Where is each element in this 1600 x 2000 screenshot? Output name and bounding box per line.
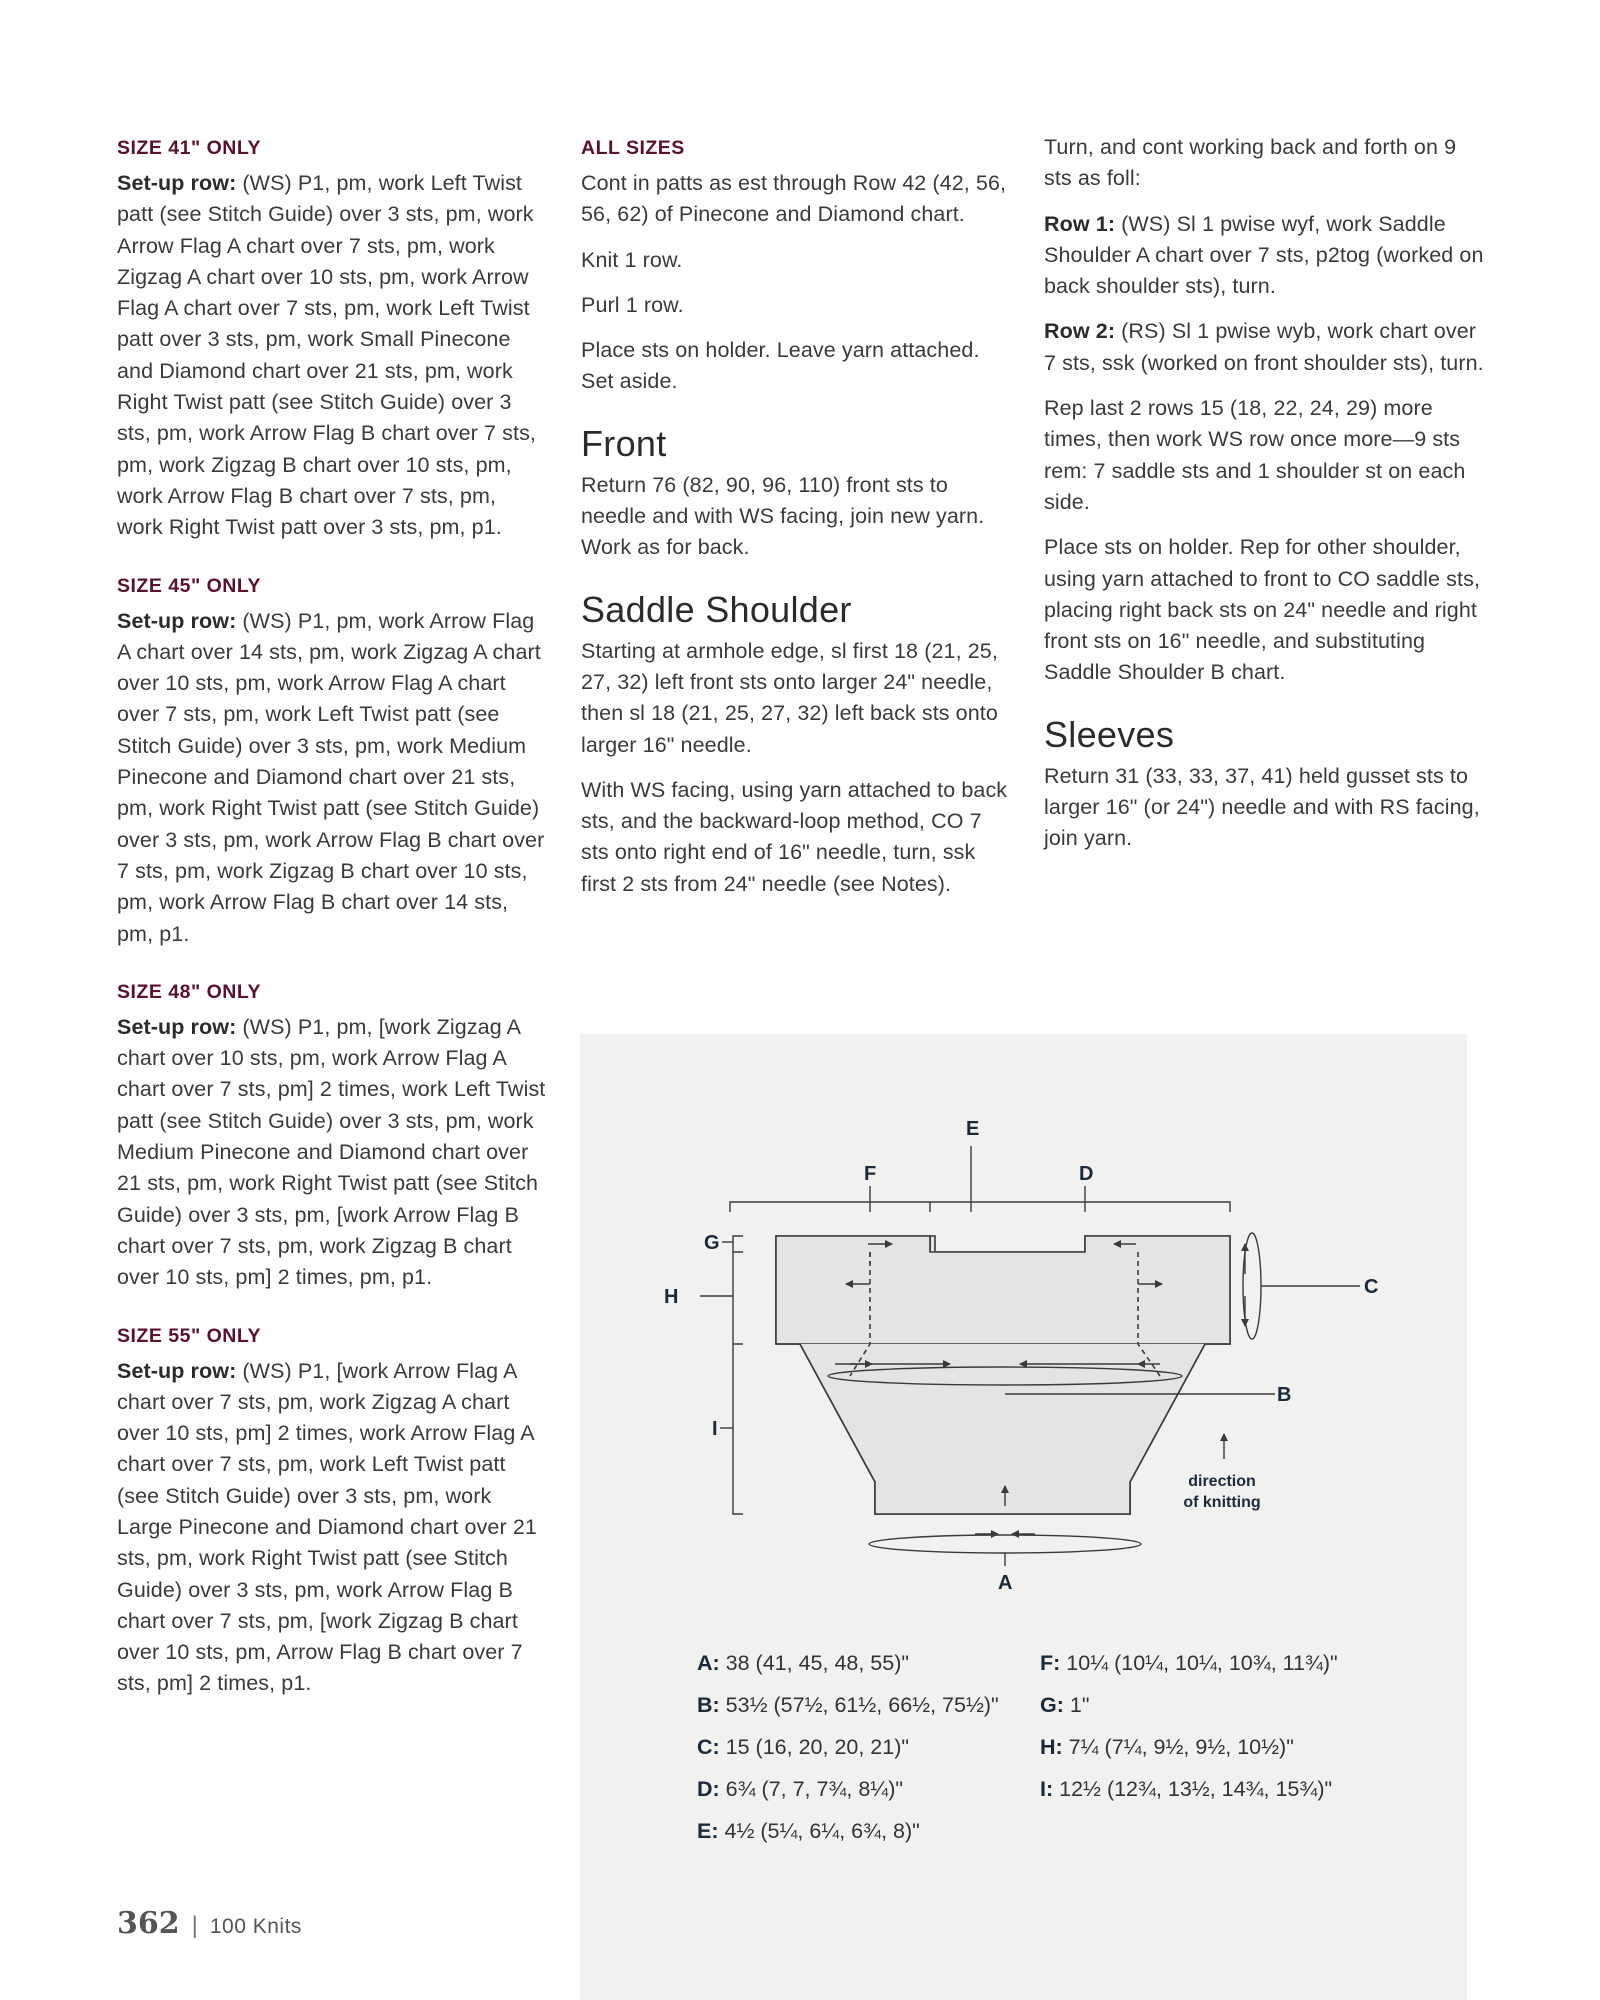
all-sizes-heading: ALL SIZES bbox=[581, 137, 685, 159]
all-sizes-p1: Cont in patts as est through Row 42 (42, 56, 56, 62) of Pinecone and Diamond chart. bbox=[581, 171, 1007, 227]
measurement-f bbox=[1040, 1642, 1338, 1684]
row-1-label: Row 1: bbox=[1044, 211, 1116, 236]
page-footer bbox=[117, 1906, 302, 1941]
measurement-a bbox=[697, 1642, 999, 1684]
measurement-key: F: bbox=[1040, 1651, 1061, 1675]
row-1-instructions bbox=[1044, 209, 1484, 303]
measurement-g bbox=[1040, 1684, 1338, 1726]
front-title: Front bbox=[581, 422, 667, 464]
dimension-top-bracket bbox=[730, 1202, 1230, 1212]
measurement-h bbox=[1040, 1726, 1338, 1768]
measurement-value: 4½ (5¼, 6¼, 6¾, 8)" bbox=[724, 1819, 920, 1843]
size-55-section bbox=[117, 1322, 547, 1700]
measurement-value: 6¾ (7, 7, 7¾, 8¼)" bbox=[725, 1777, 904, 1801]
label-g: G bbox=[704, 1232, 720, 1254]
size-41-section bbox=[117, 134, 547, 544]
size-41-text: (WS) P1, pm, work Left Twist patt (see Stitch Guide) over 3 sts, pm, work Arrow Flag A chart over 7 sts, pm, work Zigzag A chart over 10 sts, pm, work Arrow Flag A chart over 7 sts, pm, work Left Twist patt over 3 sts, pm, work Small Pinecone and Diamond chart over 21 sts, pm, work Right Twist patt (see Stitch Guide) over 3 sts, pm, work Arrow Flag B chart over 7 sts, pm, work Zigzag B chart over 10 sts, pm, work Arrow Flag B chart over 7 sts, pm, work Right Twist patt over 3 sts, pm, p1. bbox=[117, 171, 536, 540]
front-p1: Return 76 (82, 90, 96, 110) front sts to needle and with WS facing, join new yarn. Work as for back. bbox=[581, 472, 985, 560]
saddle-p2: With WS facing, using yarn attached to back sts, and the backward-loop method, CO 7 sts onto right end of 16" needle, turn, ssk first 2 sts from 24" needle (see Notes). bbox=[581, 777, 1008, 896]
label-a: A bbox=[998, 1572, 1013, 1594]
upper-section-outline bbox=[776, 1236, 1230, 1344]
measurement-value: 7¼ (7¼, 9½, 9½, 10½)" bbox=[1068, 1735, 1294, 1759]
measurements-left bbox=[697, 1642, 999, 1852]
sleeves-title: Sleeves bbox=[1044, 713, 1175, 755]
size-45-text: (WS) P1, pm, work Arrow Flag A chart over 14 sts, pm, work Zigzag A chart over 10 sts, pm, work Arrow Flag A chart over 7 sts, pm, work Left Twist patt (see Stitch Guide) over 3 sts, pm, work Medium Pinecone and Diamond chart over 21 sts, pm, work Right Twist patt (see Stitch Guide) over 3 sts, pm, work Arrow Flag B chart over 7 sts, pm, work Zigzag B chart over 10 sts, pm, work Arrow Flag B chart over 14 sts, pm, p1. bbox=[117, 608, 545, 946]
column-2 bbox=[581, 134, 1011, 914]
row-1-text: (WS) Sl 1 pwise wyf, work Saddle Shoulder A chart over 7 sts, p2tog (worked on back shoulder sts), turn. bbox=[1044, 211, 1484, 299]
size-55-heading: SIZE 55" ONLY bbox=[117, 1324, 261, 1347]
size-48-text: (WS) P1, pm, [work Zigzag A chart over 10 sts, pm, work Arrow Flag A chart over 7 sts, pm] 2 times, work Left Twist patt (see Stitch Guide) over 3 sts, pm, work Medium Pinecone and Diamond chart over 21 sts, pm, work Right Twist patt (see Stitch Guide) over 3 sts, pm, [work Arrow Flag B chart over 7 sts, pm, work Zigzag B chart over 10 sts, pm] 2 times, pm, p1. bbox=[117, 1014, 546, 1290]
footer-separator: | bbox=[191, 1912, 198, 1939]
dimension-left-vertical bbox=[733, 1236, 743, 1514]
measurement-value: 1" bbox=[1069, 1693, 1090, 1717]
saddle-p1: Starting at armhole edge, sl first 18 (21, 25, 27, 32) left front sts onto larger 24" needle, then sl 18 (21, 25, 27, 32) left back sts onto larger 16" needle. bbox=[581, 638, 998, 757]
measurement-key: C: bbox=[697, 1735, 720, 1759]
row-2-instructions bbox=[1044, 316, 1484, 379]
direction-label-line2: of knitting bbox=[1183, 1494, 1261, 1511]
label-c: C bbox=[1364, 1276, 1379, 1298]
page-number: 362 bbox=[117, 1906, 180, 1941]
measurement-value: 53½ (57½, 61½, 66½, 75½)" bbox=[725, 1693, 999, 1717]
label-f: F bbox=[864, 1163, 877, 1185]
lower-section-fill bbox=[800, 1344, 1205, 1514]
measurement-key: D: bbox=[697, 1777, 720, 1801]
measurement-value: 10¼ (10¼, 10¼, 10¾, 11¾)" bbox=[1066, 1651, 1338, 1675]
measurement-c bbox=[697, 1726, 999, 1768]
label-h: H bbox=[664, 1286, 679, 1308]
circumference-a-ellipse bbox=[869, 1535, 1141, 1553]
size-55-instructions bbox=[117, 1356, 547, 1700]
size-48-heading: SIZE 48" ONLY bbox=[117, 980, 261, 1003]
sleeves-p1: Return 31 (33, 33, 37, 41) held gusset sts to larger 16" (or 24") needle and with RS facing, join yarn. bbox=[1044, 763, 1480, 851]
size-45-heading: SIZE 45" ONLY bbox=[117, 574, 261, 597]
row-2-label: Row 2: bbox=[1044, 319, 1116, 344]
measurement-e bbox=[697, 1810, 999, 1852]
book-title: 100 Knits bbox=[209, 1915, 302, 1938]
size-41-instructions bbox=[117, 168, 547, 544]
setup-row-label: Set-up row: bbox=[117, 171, 237, 195]
yoke-schematic-diagram bbox=[580, 1034, 1467, 2000]
size-41-heading: SIZE 41" ONLY bbox=[117, 137, 261, 159]
measurement-key: G: bbox=[1040, 1693, 1064, 1717]
row-2-text: (RS) Sl 1 pwise wyb, work chart over 7 sts, ssk (worked on front shoulder sts), turn. bbox=[1044, 319, 1484, 375]
size-45-section bbox=[117, 572, 547, 950]
repeat-paragraph: Rep last 2 rows 15 (18, 22, 24, 29) more times, then work WS row once more—9 sts rem: 7 saddle sts and 1 shoulder st on each side. bbox=[1044, 396, 1466, 514]
label-b: B bbox=[1277, 1384, 1292, 1406]
size-48-section bbox=[117, 978, 547, 1294]
size-55-text: (WS) P1, [work Arrow Flag A chart over 7 sts, pm, work Zigzag A chart over 10 sts, pm] 2 times, work Arrow Flag A chart over 7 sts, pm, work Left Twist patt (see Stitch Guide) over 3 sts, pm, work Large Pinecone and Diamond chart over 21 sts, pm, work Right Twist patt (see Stitch Guide) over 3 sts, pm, work Arrow Flag B chart over 7 sts, pm, [work Zigzag B chart over 10 sts, pm, Arrow Flag B chart over 7 sts, pm] 2 times, p1. bbox=[117, 1358, 537, 1696]
measurement-i bbox=[1040, 1768, 1338, 1810]
measurement-key: E: bbox=[697, 1819, 719, 1843]
setup-row-label: Set-up row: bbox=[117, 608, 237, 633]
saddle-shoulder-title: Saddle Shoulder bbox=[581, 588, 852, 630]
all-sizes-p4: Place sts on holder. Leave yarn attached. Set aside. bbox=[581, 338, 980, 394]
other-shoulder-paragraph: Place sts on holder. Rep for other shoulder, using yarn attached to front to CO saddle sts, placing right back sts on 24" needle and right front sts on 16" needle, and substituting Saddle Shoulder B chart. bbox=[1044, 535, 1481, 685]
measurement-value: 12½ (12¾, 13½, 14¾, 15¾)" bbox=[1059, 1777, 1333, 1801]
size-45-instructions bbox=[117, 606, 547, 950]
label-e: E bbox=[966, 1118, 980, 1140]
measurement-value: 38 (41, 45, 48, 55)" bbox=[725, 1651, 910, 1675]
measurements-right bbox=[1040, 1642, 1338, 1810]
all-sizes-p2: Knit 1 row. bbox=[581, 247, 683, 272]
label-d: D bbox=[1079, 1163, 1094, 1185]
measurement-key: A: bbox=[697, 1651, 720, 1675]
setup-row-label: Set-up row: bbox=[117, 1014, 237, 1039]
turn-paragraph: Turn, and cont working back and forth on 9 sts as foll: bbox=[1044, 135, 1457, 191]
measurement-d bbox=[697, 1768, 999, 1810]
measurement-value: 15 (16, 20, 20, 21)" bbox=[725, 1735, 910, 1759]
direction-label-line1: direction bbox=[1188, 1473, 1256, 1490]
label-i: I bbox=[712, 1418, 718, 1440]
measurement-key: H: bbox=[1040, 1735, 1063, 1759]
measurement-b bbox=[697, 1684, 999, 1726]
setup-row-label: Set-up row: bbox=[117, 1358, 237, 1383]
size-48-instructions bbox=[117, 1012, 547, 1294]
measurement-key: I: bbox=[1040, 1777, 1054, 1801]
all-sizes-p3: Purl 1 row. bbox=[581, 292, 684, 317]
column-3 bbox=[1044, 132, 1484, 869]
measurement-key: B: bbox=[697, 1693, 720, 1717]
column-1 bbox=[117, 134, 547, 1728]
